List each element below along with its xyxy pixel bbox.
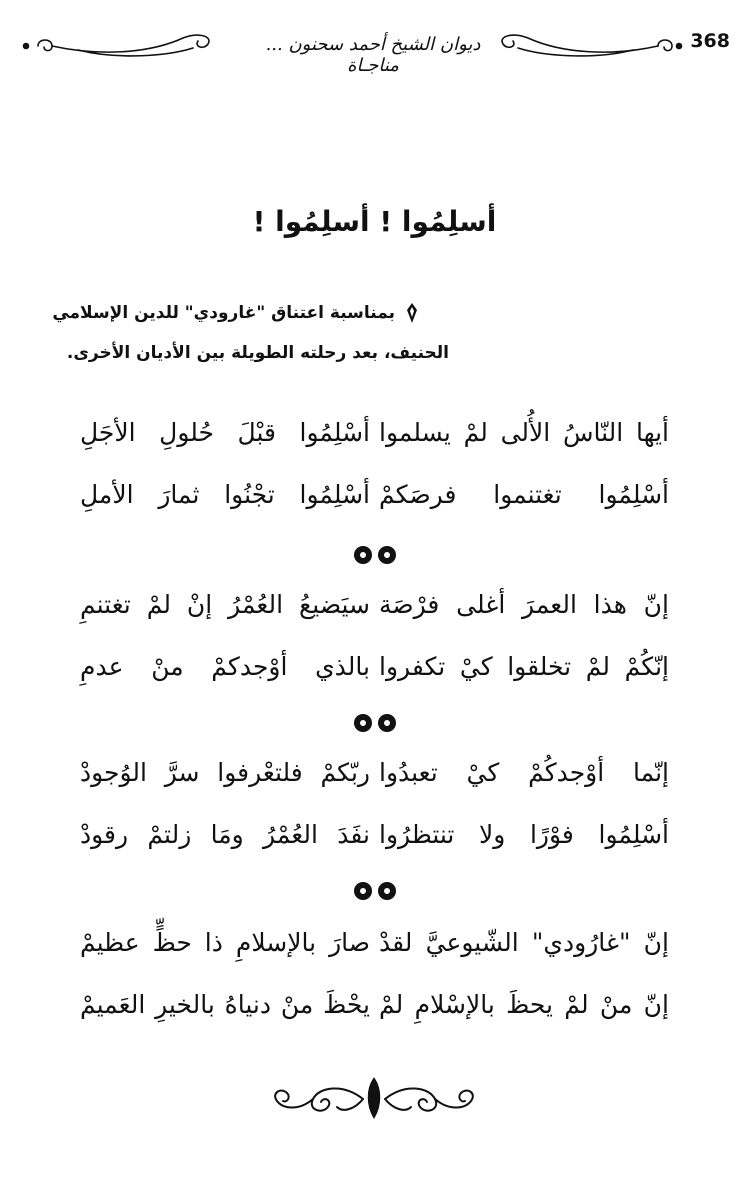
second-hemistich: أسْلِمُوا قبْلَ حُلولِ الأجَلِ bbox=[80, 418, 370, 447]
occasion-line-2: الحنيف، بعد رحلته الطويلة بين الأديان الأخرى. bbox=[66, 343, 449, 363]
second-hemistich: سيَضيعُ العُمْرُ إنْ لمْ تغتنمِ bbox=[80, 590, 370, 619]
verse bbox=[0, 928, 749, 976]
second-hemistich: نفَدَ العُمْرُ ومَا زلتمْ رقودْ bbox=[80, 820, 370, 849]
running-header bbox=[18, 20, 730, 76]
verse bbox=[0, 820, 749, 868]
first-hemistich: إنّما أوْجدكُمْ كيْ تعبدُوا bbox=[379, 758, 669, 787]
first-hemistich: أيها النّاسُ الأُلى لمْ يسلموا bbox=[379, 418, 669, 447]
verse bbox=[0, 418, 749, 466]
first-hemistich: أسْلِمُوا فوْرًا ولا تنتظرُوا bbox=[379, 820, 669, 849]
double-flower-separator-icon bbox=[349, 544, 401, 566]
verse bbox=[0, 990, 749, 1038]
fleuron-ornament-icon bbox=[263, 1075, 485, 1121]
occasion-text-1: بمناسبة اعتناق "غارودي" للدين الإسلامي bbox=[52, 303, 395, 323]
first-hemistich: إنّ "غارُودي" الشّيوعيَّ لقدْ bbox=[379, 928, 669, 957]
double-flower-separator-icon bbox=[349, 712, 401, 734]
second-hemistich: صارَ بالإسلامِ ذا حظٍّ عظيمْ bbox=[80, 928, 370, 957]
verse bbox=[0, 480, 749, 528]
verse bbox=[0, 758, 749, 806]
page-number: 368 bbox=[690, 30, 730, 52]
running-title: ديوان الشيخ أحمد سحنون ... مناجـاة bbox=[265, 34, 481, 76]
verse bbox=[0, 652, 749, 700]
second-hemistich: أسْلِمُوا تجْنُوا ثمارَ الأملِ bbox=[80, 480, 370, 509]
second-hemistich: بالذي أوْجدكمْ منْ عدمِ bbox=[80, 652, 370, 681]
first-hemistich: إنّ منْ لمْ يحظَ بالإسْلامِ لمْ bbox=[379, 990, 669, 1019]
poem-title: أسلِمُوا ! أسلِمُوا ! bbox=[252, 205, 497, 238]
first-hemistich: إنّكُمْ لمْ تخلقوا كيْ تكفروا bbox=[379, 652, 669, 681]
verse bbox=[0, 590, 749, 638]
occasion-line-1 bbox=[52, 302, 419, 324]
second-hemistich: يحْظَ منْ دنياهُ بالخيرِ العَميمْ bbox=[80, 990, 370, 1019]
double-flower-separator-icon bbox=[349, 880, 401, 902]
first-hemistich: أسْلِمُوا تغتنموا فرصَكمْ bbox=[379, 480, 669, 509]
second-hemistich: ربّكمْ فلتعْرفوا سرَّ الوُجودْ bbox=[80, 758, 370, 787]
occasion-marker-icon bbox=[405, 302, 419, 324]
first-hemistich: إنّ هذا العمرَ أغلى فرْصَة bbox=[379, 590, 669, 619]
